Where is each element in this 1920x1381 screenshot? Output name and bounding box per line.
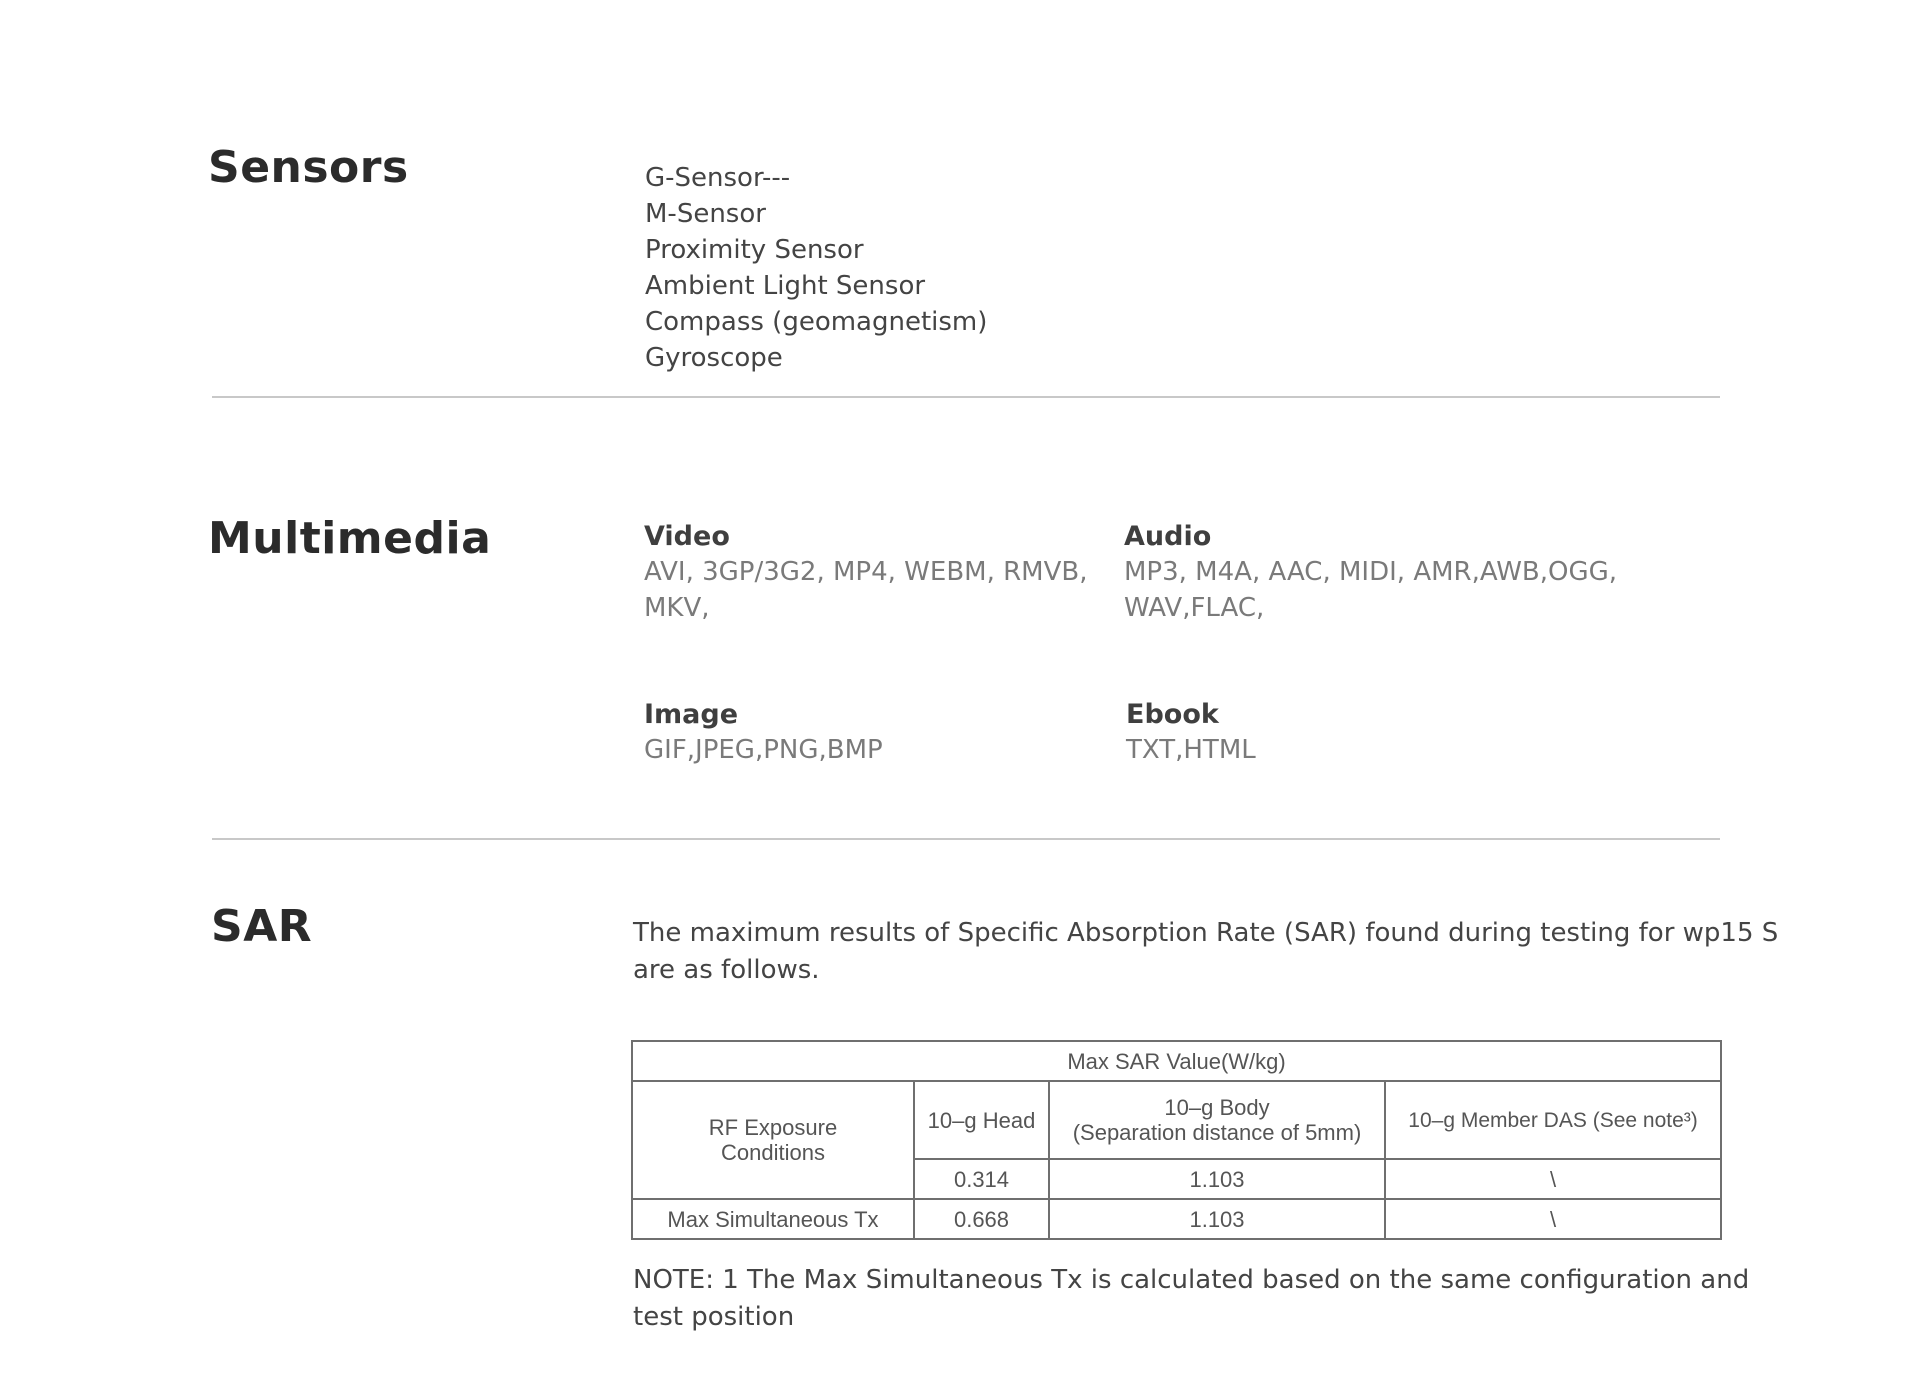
image-block — [644, 699, 883, 768]
member-value-cell: \ — [1385, 1159, 1721, 1199]
rf-exposure-label-line1: RF Exposure — [708, 1115, 838, 1140]
sar-note-line2: test position — [633, 1302, 795, 1332]
body-value-cell: 1.103 — [1049, 1159, 1385, 1199]
ebook-formats: TXT,HTML — [1126, 735, 1256, 765]
ebook-label: Ebook — [1126, 699, 1219, 730]
col-head-cell: 10–g Head — [914, 1081, 1049, 1159]
sensor-item: Ambient Light Sensor — [645, 271, 926, 301]
table-row — [632, 1041, 1721, 1081]
max-simultaneous-label-cell: Max Simultaneous Tx — [632, 1199, 914, 1239]
video-formats-line1: AVI, 3GP/3G2, MP4, WEBM, RMVB, — [644, 557, 1088, 587]
video-label: Video — [644, 521, 730, 552]
table-row — [632, 1199, 1721, 1239]
audio-formats-line2: WAV,FLAC, — [1124, 593, 1265, 623]
audio-label: Audio — [1124, 521, 1212, 552]
col-body-line2: (Separation distance of 5mm) — [1072, 1120, 1362, 1145]
head-value-cell: 0.668 — [914, 1199, 1049, 1239]
sar-intro-line1: The maximum results of Specific Absorption Rate (SAR) found during testing for wp15 S — [633, 918, 1779, 948]
body-value-cell: 1.103 — [1049, 1199, 1385, 1239]
sar-note — [633, 1262, 1749, 1336]
sensors-list — [645, 160, 987, 376]
col-member-cell: 10–g Member DAS (See note³) — [1385, 1081, 1721, 1159]
sensor-item: G-Sensor--- — [645, 163, 791, 193]
sar-heading: SAR — [211, 901, 313, 952]
table-title-cell: Max SAR Value(W/kg) — [632, 1041, 1721, 1081]
sensors-heading: Sensors — [208, 142, 409, 193]
image-label: Image — [644, 699, 739, 730]
sar-table — [631, 1040, 1722, 1240]
sensor-item: Compass (geomagnetism) — [645, 307, 988, 337]
sar-note-line1: NOTE: 1 The Max Simultaneous Tx is calculated based on the same configuration and — [633, 1265, 1750, 1295]
video-formats-line2: MKV, — [644, 593, 710, 623]
member-value-cell: \ — [1385, 1199, 1721, 1239]
col-body-cell — [1049, 1081, 1385, 1159]
head-value-cell: 0.314 — [914, 1159, 1049, 1199]
video-block — [644, 521, 1088, 626]
section-divider — [212, 396, 1720, 398]
audio-formats-line1: MP3, M4A, AAC, MIDI, AMR,AWB,OGG, — [1124, 557, 1618, 587]
sar-intro-line2: are as follows. — [633, 955, 820, 985]
rf-exposure-conditions-cell — [632, 1081, 914, 1199]
ebook-block — [1126, 699, 1256, 768]
col-body-line1: 10–g Body — [1164, 1095, 1270, 1120]
sensor-item: M-Sensor — [645, 199, 766, 229]
audio-block — [1124, 521, 1617, 626]
sensor-item: Gyroscope — [645, 343, 783, 373]
section-divider — [212, 838, 1720, 840]
rf-exposure-label-line2: Conditions — [721, 1140, 825, 1165]
multimedia-heading: Multimedia — [208, 513, 492, 564]
image-formats: GIF,JPEG,PNG,BMP — [644, 735, 883, 765]
sar-intro — [633, 915, 1778, 989]
table-row — [632, 1081, 1721, 1159]
sensor-item: Proximity Sensor — [645, 235, 864, 265]
